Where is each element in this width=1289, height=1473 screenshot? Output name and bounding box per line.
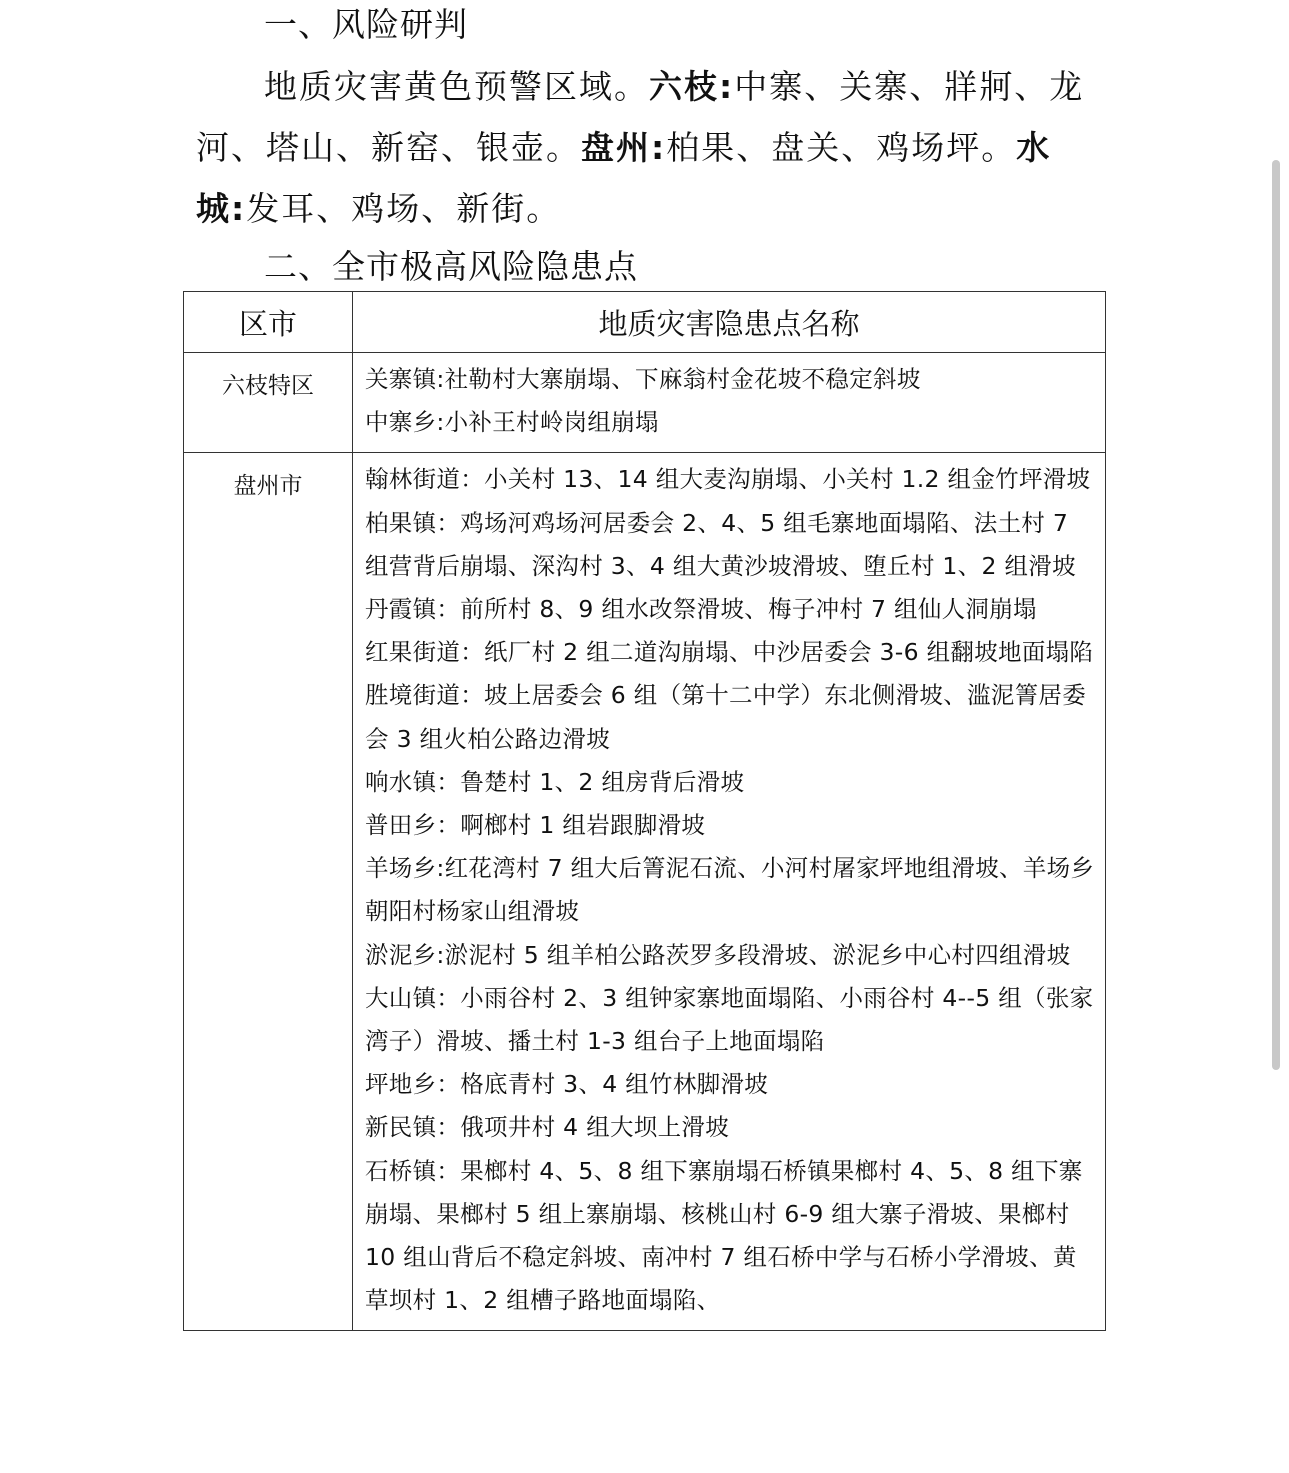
list-item: 关寨镇:社勒村大寨崩塌、下麻翁村金花坡不稳定斜坡: [365, 365, 921, 393]
list-item: 石桥镇：果榔村 4、5、8 组下寨崩塌石桥镇果榔村 4、5、8 组下寨崩塌、果榔村 5 组上寨崩塌、核桃山村 6-9 组大寨子滑坡、果榔村 10 组山背后不稳定斜坡、南冲村 7 组石桥中学与石桥小学滑坡、黄草坝村 1、2 组槽子路地面塌陷、: [365, 1156, 1083, 1315]
section-1-title: 一、风险研判: [264, 5, 468, 44]
shuicheng-areas: 发耳、鸡场、新街。: [246, 189, 562, 228]
list-item: 大山镇：小雨谷村 2、3 组钟家寨地面塌陷、小雨谷村 4--5 组（张家湾子）滑坡、播土村 1-3 组台子上地面塌陷: [365, 983, 1094, 1056]
header-hazard-name: 地质灾害隐患点名称: [353, 292, 1106, 353]
table-header-row: [184, 292, 1106, 353]
panzhou-label: 盘州:: [581, 128, 667, 167]
list-item: 普田乡：啊榔村 1 组岩跟脚滑坡: [365, 811, 706, 840]
list-item: 坪地乡：格底青村 3、4 组竹林脚滑坡: [365, 1070, 769, 1099]
list-item: 淤泥乡:淤泥村 5 组羊柏公路茨罗多段滑坡、淤泥乡中心村四组滑坡: [365, 940, 1071, 969]
intro-text: 地质灾害黄色预警区域。: [264, 67, 649, 106]
region-cell: 盘州市: [184, 453, 353, 1331]
table-row: [184, 453, 1106, 1331]
panzhou-areas: 柏果、盘关、鸡场坪。: [666, 128, 1017, 167]
header-region: 区市: [184, 292, 353, 353]
list-item: 中寨乡:小补王村岭岗组崩塌: [365, 408, 659, 437]
hazard-cell: [353, 453, 1106, 1331]
list-item: 柏果镇：鸡场河鸡场河居委会 2、4、5 组毛寨地面塌陷、法土村 7 组营背后崩塌、深沟村 3、4 组大黄沙坡滑坡、堕丘村 1、2 组滑坡: [365, 508, 1076, 580]
liuzhi-areas: 中寨、关寨、牂牁、龙河、塔山、新窑、银壶。: [196, 67, 1085, 167]
region-cell: 六枝特区: [184, 353, 353, 453]
liuzhi-label: 六枝:: [649, 67, 735, 106]
hazard-table: [183, 291, 1106, 1331]
list-item: 响水镇：鲁楚村 1、2 组房背后滑坡: [365, 767, 745, 796]
hazard-cell: [353, 353, 1106, 453]
vertical-scrollbar[interactable]: [1272, 160, 1280, 1070]
list-item: 新民镇：俄项井村 4 组大坝上滑坡: [365, 1113, 729, 1142]
table-row: [184, 353, 1106, 453]
shuicheng-label: 水城:: [196, 128, 1052, 228]
list-item: 胜境街道：坡上居委会 6 组（第十二中学）东北侧滑坡、滥泥箐居委会 3 组火柏公路边滑坡: [365, 681, 1086, 753]
risk-assessment-paragraph: [196, 56, 1096, 239]
list-item: 翰林街道：小关村 13、14 组大麦沟崩塌、小关村 1.2 组金竹坪滑坡: [365, 465, 1091, 494]
list-item: 羊场乡:红花湾村 7 组大后箐泥石流、小河村屠家坪地组滑坡、羊场乡朝阳村杨家山组滑坡: [365, 854, 1095, 926]
section-2-title: 二、全市极高风险隐患点: [264, 247, 638, 286]
list-item: 丹霞镇：前所村 8、9 组水改祭滑坡、梅子冲村 7 组仙人洞崩塌: [365, 595, 1037, 624]
list-item: 红果街道：纸厂村 2 组二道沟崩塌、中沙居委会 3-6 组翻坡地面塌陷: [365, 638, 1094, 667]
